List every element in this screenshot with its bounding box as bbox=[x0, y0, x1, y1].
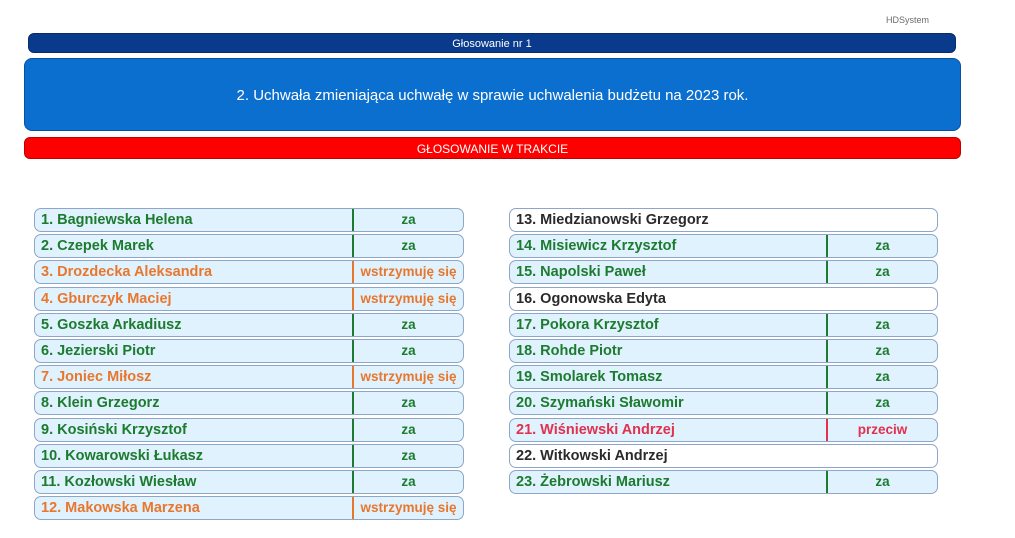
member-vote: za bbox=[352, 209, 463, 231]
member-row bbox=[34, 444, 464, 468]
member-name: 16. Ogonowska Edyta bbox=[516, 290, 666, 307]
member-row bbox=[34, 496, 464, 520]
members-column-left bbox=[34, 208, 464, 522]
member-name: 13. Miedzianowski Grzegorz bbox=[516, 212, 709, 228]
member-row bbox=[34, 391, 464, 415]
voting-status-bar: GŁOSOWANIE W TRAKCIE bbox=[24, 137, 961, 159]
member-name: 23. Żebrowski Mariusz bbox=[516, 473, 670, 490]
members-column-right bbox=[509, 208, 938, 496]
member-name: 20. Szymański Sławomir bbox=[516, 395, 684, 412]
member-name: 19. Smolarek Tomasz bbox=[516, 369, 663, 386]
member-name: 17. Pokora Krzysztof bbox=[516, 316, 659, 333]
member-row bbox=[34, 234, 464, 258]
member-row bbox=[509, 470, 938, 494]
member-row bbox=[509, 418, 938, 442]
member-name: 14. Misiewicz Krzysztof bbox=[516, 238, 677, 255]
member-name: 10. Kowarowski Łukasz bbox=[41, 447, 203, 464]
member-row bbox=[509, 260, 938, 284]
member-row bbox=[509, 287, 938, 311]
member-vote: za bbox=[826, 235, 937, 257]
member-row bbox=[509, 365, 938, 389]
member-row bbox=[34, 208, 464, 232]
member-name: 5. Goszka Arkadiusz bbox=[41, 316, 182, 333]
member-row bbox=[509, 208, 938, 232]
member-name: 8. Klein Grzegorz bbox=[41, 395, 160, 412]
member-vote: wstrzymuję się bbox=[352, 288, 463, 310]
member-vote: przeciw bbox=[826, 419, 937, 441]
member-row bbox=[34, 470, 464, 494]
member-name: 12. Makowska Marzena bbox=[41, 500, 200, 517]
member-row bbox=[34, 339, 464, 363]
member-name: 2. Czepek Marek bbox=[41, 238, 154, 255]
member-vote: za bbox=[826, 366, 937, 388]
member-row bbox=[34, 260, 464, 284]
member-row bbox=[34, 418, 464, 442]
brand-label: HDSystem bbox=[886, 15, 930, 25]
member-name: 7. Joniec Miłosz bbox=[41, 369, 152, 386]
member-row bbox=[509, 444, 938, 468]
member-name: 15. Napolski Paweł bbox=[516, 264, 646, 281]
member-vote: za bbox=[826, 471, 937, 493]
member-vote: wstrzymuję się bbox=[352, 261, 463, 283]
member-name: 22. Witkowski Andrzej bbox=[516, 447, 668, 464]
member-row bbox=[34, 365, 464, 389]
member-vote: za bbox=[352, 314, 463, 336]
member-row bbox=[34, 313, 464, 337]
member-name: 4. Gburczyk Maciej bbox=[41, 290, 172, 307]
member-row bbox=[509, 313, 938, 337]
member-vote: za bbox=[352, 445, 463, 467]
member-vote: wstrzymuję się bbox=[352, 366, 463, 388]
member-vote: za bbox=[826, 340, 937, 362]
member-name: 21. Wiśniewski Andrzej bbox=[516, 421, 675, 438]
member-row bbox=[509, 234, 938, 258]
member-name: 18. Rohde Piotr bbox=[516, 342, 623, 359]
member-vote: za bbox=[826, 392, 937, 414]
member-vote: wstrzymuję się bbox=[352, 497, 463, 519]
member-vote: za bbox=[352, 419, 463, 441]
member-row bbox=[509, 391, 938, 415]
member-name: 1. Bagniewska Helena bbox=[41, 212, 193, 228]
member-vote: za bbox=[352, 392, 463, 414]
member-vote: za bbox=[826, 314, 937, 336]
session-title-bar: Głosowanie nr 1 bbox=[28, 33, 956, 53]
member-name: 9. Kosiński Krzysztof bbox=[41, 421, 187, 438]
resolution-banner: 2. Uchwała zmieniająca uchwałę w sprawie uchwalenia budżetu na 2023 rok. bbox=[24, 58, 961, 131]
member-vote: za bbox=[826, 261, 937, 283]
member-name: 3. Drozdecka Aleksandra bbox=[41, 264, 213, 281]
member-vote: za bbox=[352, 340, 463, 362]
member-row bbox=[509, 339, 938, 363]
member-vote: za bbox=[352, 471, 463, 493]
member-name: 11. Kozłowski Wiesław bbox=[41, 473, 197, 490]
member-vote: za bbox=[352, 235, 463, 257]
member-row bbox=[34, 287, 464, 311]
member-name: 6. Jezierski Piotr bbox=[41, 342, 156, 359]
